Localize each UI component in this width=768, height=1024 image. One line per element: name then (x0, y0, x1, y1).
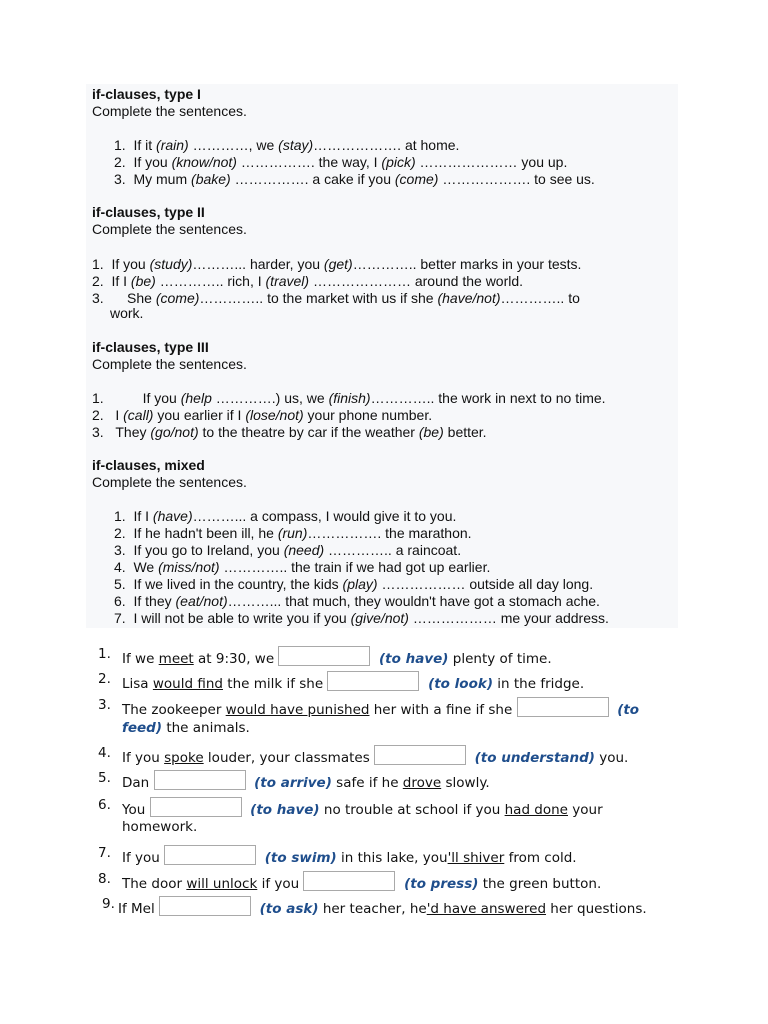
list-item: 2. If I (be) ………….. rich, I (travel) ………………… around the world. (92, 273, 524, 289)
section-title: if-clauses, type I (92, 86, 201, 102)
answer-input[interactable] (278, 646, 370, 666)
answer-input[interactable] (327, 671, 419, 691)
section-instruction: Complete the sentences. (92, 221, 247, 237)
list-item: 2. If he hadn't been ill, he (run)……………. the marathon. (114, 525, 472, 541)
section-instruction: Complete the sentences. (92, 474, 247, 490)
list-item: 2. If you (know/not) ……………. the way, I (pick) ………………… you up. (114, 154, 568, 170)
list-item: 1. If I (have)………... a compass, I would give it to you. (114, 508, 457, 524)
list-item: 3. They (go/not) to the theatre by car if the weather (be) better. (92, 424, 487, 440)
list-item: 1. If you (help ………….) us, we (finish)………….. the work in next to no time. (92, 390, 606, 406)
section-instruction: Complete the sentences. (92, 103, 247, 119)
list-item: 6. If they (eat/not)………... that much, they wouldn't have got a stomach ache. (114, 593, 600, 609)
section-title: if-clauses, type II (92, 204, 205, 220)
list-item: 3. She (come)………….. to the market with us if she (have/not)………….. to (92, 290, 580, 306)
list-item: 3. My mum (bake) ……………. a cake if you (come) ………………. to see us. (114, 171, 595, 187)
answer-input[interactable] (374, 745, 466, 765)
section-instruction: Complete the sentences. (92, 356, 247, 372)
answer-input[interactable] (159, 896, 251, 916)
section-type-2 (92, 204, 247, 238)
list-item: 2. I (call) you earlier if I (lose/not) your phone number. (92, 407, 433, 423)
list-item: 1. If you (study)………... harder, you (get)………….. better marks in your tests. (92, 256, 582, 272)
list-item-wrap: work. (110, 305, 144, 321)
section-title: if-clauses, type III (92, 339, 209, 355)
answer-input[interactable] (303, 871, 395, 891)
section-type-1 (92, 86, 247, 120)
section-title: if-clauses, mixed (92, 457, 205, 473)
list-item: 7. I will not be able to write you if you (give/not) ……………… me your address. (114, 610, 609, 626)
list-item: 4. We (miss/not) ………….. the train if we had got up earlier. (114, 559, 491, 575)
answer-input[interactable] (150, 797, 242, 817)
answer-input[interactable] (517, 697, 609, 717)
list-item: 3. If you go to Ireland, you (need) ………….. a raincoat. (114, 542, 462, 558)
answer-input[interactable] (154, 770, 246, 790)
list-item: 1. If it (rain) …………, we (stay)………………. at home. (114, 137, 460, 153)
list-item: 5. If we lived in the country, the kids (play) ……………… outside all day long. (114, 576, 594, 592)
answer-input[interactable] (164, 845, 256, 865)
section-type-3 (92, 339, 247, 373)
section-mixed (92, 457, 247, 491)
